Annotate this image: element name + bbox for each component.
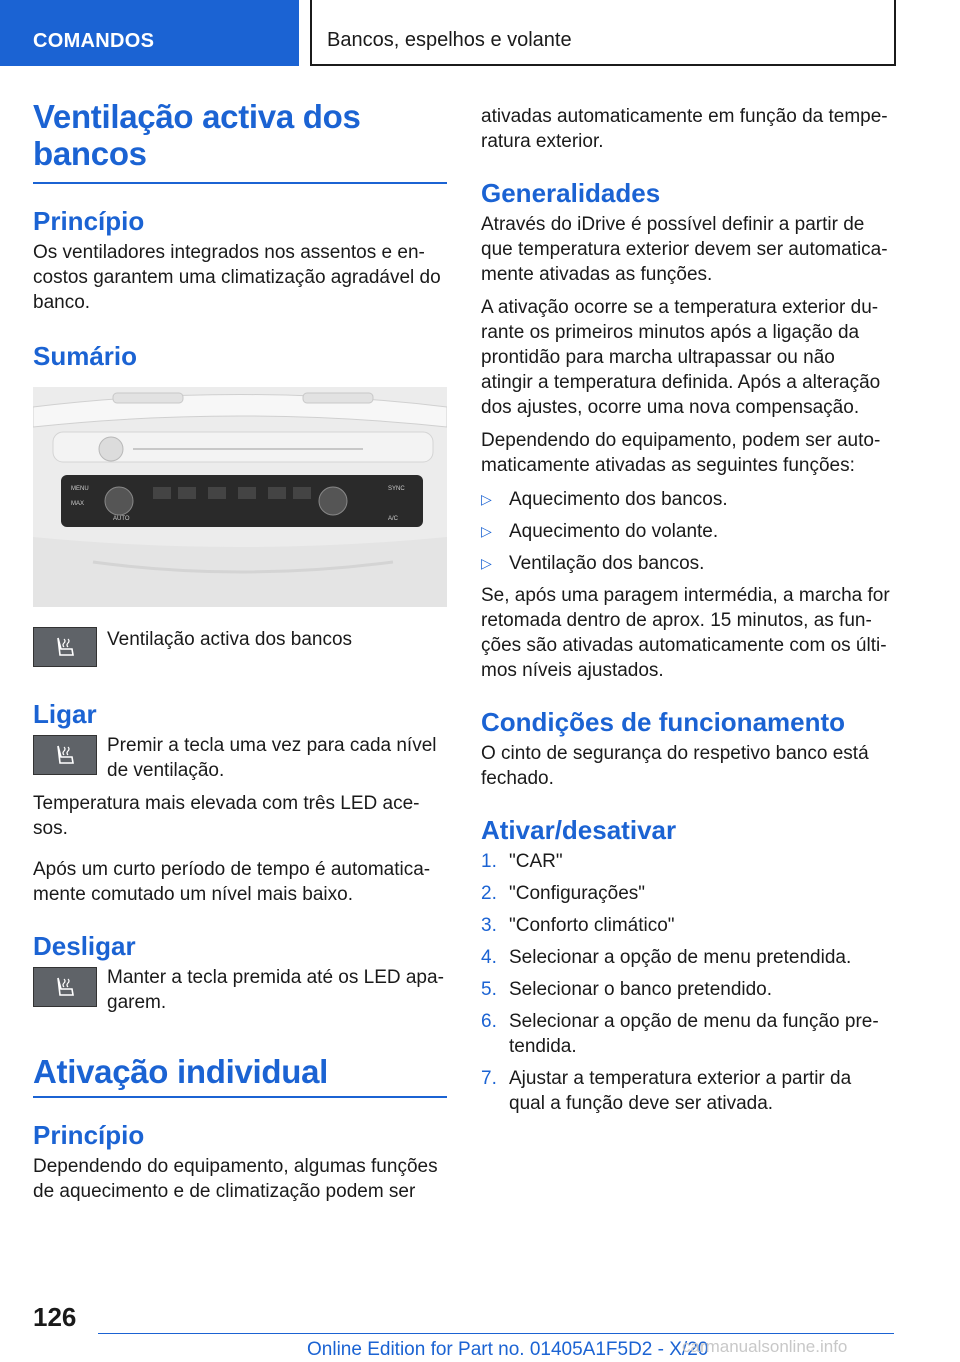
ativacao-rule [33,1096,447,1098]
desligar-icon-row [33,965,447,1015]
triangle-bullet-icon: ▷ [481,523,492,539]
list-item: 5. Selecionar o banco pretendido. [481,979,773,1000]
generalidades-paragraph-3: Dependendo do equipamento, podem ser auto‐maticamente ativadas as seguintes funções: [481,430,881,476]
list-item: 4. Selecionar a opção de menu pretendida. [481,947,852,968]
principio2-text: Dependendo do equipamento, algumas funções de aquecimento e de climatização podem ser [33,1156,438,1202]
ativar-heading: Ativar/desativar [481,815,677,845]
list-item: 3. "Conforto climático" [481,915,675,936]
function-list [481,487,891,576]
ligar-paragraph-2: Após um curto período de tempo é automatica‐mente comutado um nível mais baixo. [33,859,431,905]
generalidades-paragraph-4: Se, após uma paragem intermédia, a marcha for retomada dentro de aprox. 15 minutos, as fun‐ções são ativadas automaticamente com os últi‐mos níveis ajustados. [481,585,890,681]
panel-label-sync: SYNC [388,486,405,492]
ligar-icon-row [33,733,447,783]
sumario-icon-caption: Ventilação activa dos bancos [107,629,353,650]
header-section-tab: COMANDOS [0,0,299,66]
ligar-paragraph-1: Temperatura mais elevada com três LED ace‐sos. [33,793,420,839]
sumario-heading: Sumário [33,341,138,371]
title-rule [33,182,447,184]
desligar-icon-text: Manter a tecla premida até os LED apa‐garem. [107,967,444,1013]
panel-label-auto: AUTO [113,516,130,522]
seat-ventilation-icon [33,967,97,1007]
list-item: 2. "Configurações" [481,883,646,904]
principio-text: Os ventiladores integrados nos assentos e en‐costos garantem uma climatização agradável do banco. [33,242,441,313]
watermark: carmanualsonline.info [682,1337,848,1356]
footer-rule [98,1333,894,1334]
ativacao-title: Ativação individual [33,1053,329,1090]
steps-list [481,849,891,1116]
climate-panel-photo [33,387,447,607]
panel-label-max: MAX [71,501,85,507]
triangle-bullet-icon: ▷ [481,555,492,571]
panel-label-ac: A/C [388,516,399,522]
principio2-heading: Princípio [33,1120,145,1150]
seat-ventilation-icon [33,735,97,775]
generalidades-heading: Generalidades [481,178,661,208]
triangle-bullet-icon: ▷ [481,491,492,507]
list-item: ▷ Ventilação dos bancos. [481,553,705,574]
continued-text: ativadas automaticamente em função da tempe‐ratura exterior. [481,106,888,152]
seat-ventilation-icon [33,627,97,667]
section-title: Ventilação activa dos bancos [33,98,361,172]
generalidades-paragraph-2: A ativação ocorre se a temperatura exterior du‐rante os primeiros minutos após a ligação da prontidão para marcha ultrapassar ou não atingir a temperatura definida. Após a alteração dos ajustes, ocorre uma nova compensação. [481,297,881,418]
ligar-heading: Ligar [33,699,97,729]
panel-label-menu: MENU [71,486,89,492]
principio-heading: Princípio [33,206,145,236]
list-item: 1. "CAR" [481,851,563,872]
header-chapter-title: Bancos, espelhos e volante [310,0,896,66]
footer-edition-text: Online Edition for Part no. 01405A1F5D2 - X/20 [307,1339,709,1360]
list-item: 7. Ajustar a temperatura exterior a partir da qual a função deve ser ativada. [481,1068,852,1114]
list-item: ▷ Aquecimento do volante. [481,521,719,542]
generalidades-paragraph-1: Através do iDrive é possível definir a partir de que temperatura exterior devem ser automatica‐mente ativadas as funções. [481,214,888,285]
left-column [33,98,447,1204]
sumario-icon-row [33,625,447,667]
condicoes-text: O cinto de segurança do respetivo banco está fechado. [481,743,869,789]
ligar-icon-text: Premir a tecla uma vez para cada nível de ventilação. [107,735,437,781]
condicoes-heading: Condições de funcionamento [481,707,846,737]
desligar-heading: Desligar [33,931,136,961]
list-item: 6. Selecionar a opção de menu da função pre‐tendida. [481,1011,879,1057]
right-column [481,104,891,1123]
list-item: ▷ Aquecimento dos bancos. [481,489,728,510]
page-number: 126 [33,1302,77,1332]
